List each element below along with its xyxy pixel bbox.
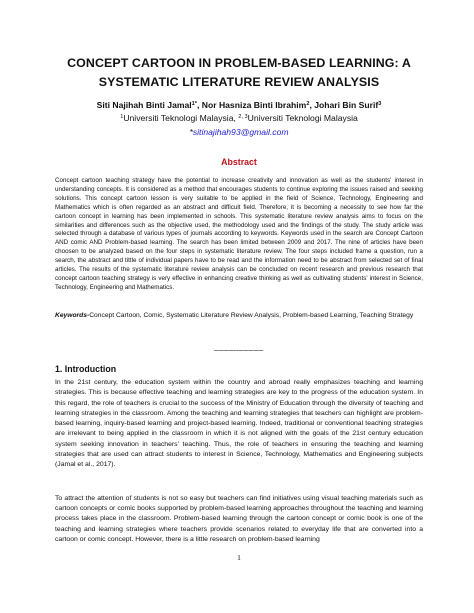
author-list: Siti Najihah Binti Jamal$^{1*}$, Nor Hasniza Binti Ibrahim$^2$, Johari Bin Surif$^3$	[96, 100, 382, 110]
affiliation-name: Universiti Teknologi Malaysia	[123, 113, 234, 123]
author-name: Nor Hasniza Binti Ibrahim	[201, 100, 307, 110]
page-number: 1	[237, 553, 241, 562]
abstract-heading: Abstract	[221, 157, 257, 167]
introduction-heading: 1. Introduction	[55, 364, 117, 374]
introduction-paragraph-1: In the 21st century, the education system within the country and abroad really emphasizes teaching and learning strategies. This is because effective teaching and learning strategies are key to the progress of the education system. In this regard, the role of teachers is crucial to the success of the Ministry of Education through the diversity of teaching and learning strategies in the classroom. Among the teaching and learning strategies that teachers can highlight are problem-based learning, inquiry-based learning and project-based learning. Indeed, traditional or conventional teaching strategies are irrelevant to being applied in the classroom in which it is not aligned with the goals of the 21st century education system seeking innovation in teachers' teaching. Thus, the role of teachers in ensuring the teaching and learning strategies that are used can attract students to interest in Science, Technology, Mathematics and Engineering subjects (Jamal et al., 2017).	[55, 379, 423, 469]
author-superscript: 1*	[191, 101, 197, 107]
email-link[interactable]: sitinajihah93@gmail.com	[192, 127, 289, 137]
affiliation-superscript: 1	[120, 114, 124, 120]
keywords-text: Concept Cartoon, Comic, Systematic Literature Review Analysis, Problem-based Learning, Teaching Strategy	[89, 312, 414, 319]
author-superscript: 2	[306, 101, 310, 107]
affiliation-superscript: 2, 3	[238, 114, 248, 120]
keywords-line	[55, 311, 423, 321]
email-prefix: *	[189, 127, 193, 137]
corresponding-email	[55, 126, 423, 138]
keywords-label: Keywords-	[55, 312, 90, 319]
author-superscript: 3	[378, 101, 382, 107]
introduction-paragraph-2: To attract the attention of students is not so easy but teachers can find initiatives using visual teaching materials such as cartoon concepts or comic books supported by problem-based learning approaches throughout the teaching and learning process takes place in the classroom. Problem-based learning through the cartoon concept or comic book is one of the teaching and learning strategies where teachers provide scenarios related to everyday life that are converted into a cartoon or comic concept. However, there is a little research on problem-based learning	[55, 495, 423, 543]
section-separator: __________	[214, 342, 264, 351]
author-name: Johari Bin Surif	[314, 100, 379, 110]
affiliation-name: Universiti Teknologi Malaysia	[247, 113, 358, 123]
paper-title: CONCEPT CARTOON IN PROBLEM-BASED LEARNING: A SYSTEMATIC LITERATURE REVIEW ANALYSIS	[67, 56, 411, 89]
author-name: Siti Najihah Binti Jamal	[96, 100, 192, 110]
affiliation-line: $^1$Universiti Teknologi Malaysia, $^{2, 3}$Universiti Teknologi Malaysia	[120, 113, 358, 123]
abstract-text: Concept cartoon teaching strategy have the potential to increase creativity and innovation as well as the students' interest in understanding concepts. It is considered as a method that encourages students to continue exploring the issues raised and seeking solutions. This concept cartoon lesson is very suitable to be applied in the field of Science, Technology, Engineering and Mathematics which is often regarded as an abstract and difficult field. Therefore, it is becoming a necessity to see how far the cartoon concept in learning has been implemented in schools. This systematic literature review analysis aims to focus on the similarities and differences such as the objective used, the methodology used and the findings of the study. The study article was selected through a database of various types of journals according to keywords. Keywords used in the search are Concept Cartoon AND comic AND Problem-based learning. The search has been limited between 2009 and 2017. The nine of articles have been choosen to be analyzed based on the four steps in systematic literature review. The four steps included frame a question, run a search, the abstract and tittle of individual papers have to be read and the information need to be abstract from selected set of final articles. The results of the systematic literature review analysis can be concluded on recent research and previous research that concept cartoon teaching strategy is very effective in enhancing creative thinking as well as cultivating students' interest in Science, Technology, Engineering and Mathematics.	[55, 177, 423, 291]
